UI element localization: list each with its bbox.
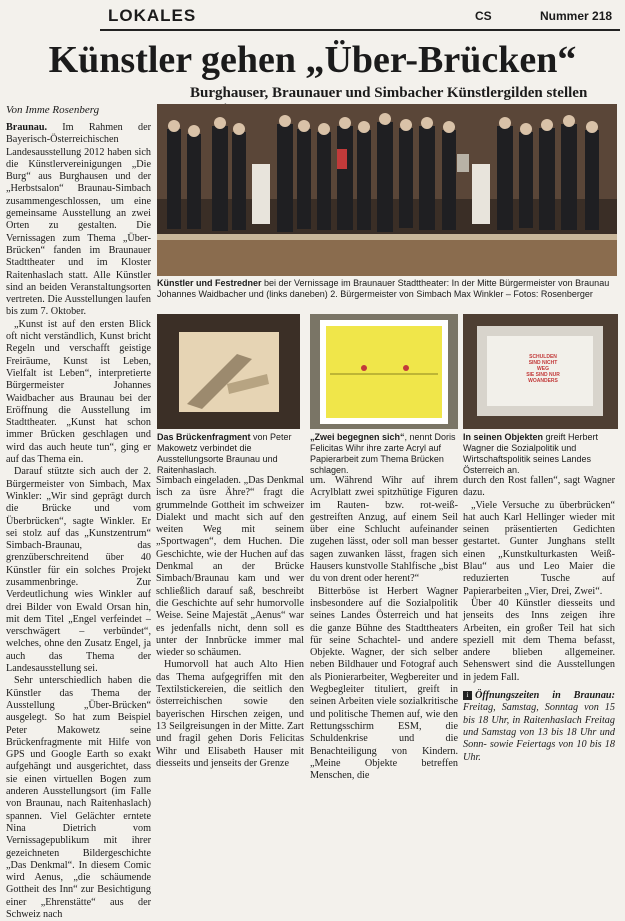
opening-hours-title: Öffnungszeiten in Braunau: [475, 690, 615, 702]
article-paragraph: um. Während Wihr auf ihrem Acrylblatt zwei spitzhütige Figuren im Rauten- bzw. rot-weiß-gestreiften Anzug, auf einem Seil über eine Schlucht aufeinander zugehen lässt, oder soll man besser sagen zuwanken lässt, fragen sich Hausers kunstvolle Stahlfische „bist du von drent oder herent?“ [310, 475, 458, 585]
opening-hours-text: Freitag, Samstag, Sonntag von 15 bis 18 Uhr, in Raitenhaslach Freitag und Samstag von 13 bis 18 Uhr und Sonn- sowie Feiertags von 10 bis 18 Uhr. [463, 702, 615, 763]
stage-photo-illustration [157, 104, 617, 276]
bridge-fragment-caption: Das Brückenfragment von Peter Makowetz verbindet die Ausstellungsorte Braunau und Raitenhaslach. [157, 432, 292, 475]
article-column-1 [6, 122, 151, 920]
subheadline: Burghauser, Braunauer und Simbacher Künstlergilden stellen [190, 85, 588, 101]
opening-hours-box [463, 690, 615, 764]
edition-code: CS [475, 9, 492, 23]
header-rule [100, 29, 620, 31]
article-paragraph: „Viele Versuche zu überbrücken“ hat auch Karl Hellinger wieder mit seinen präsentierten Gedichten gestartet. Gunter Junghans stellt einen „Kunstkulturkasten Weiß-Blau“ aus und Leo Maier die reduzierten Tusche auf Papierarbeiten „Vier, Drei, Zwei“. [463, 499, 615, 597]
headline: Künstler gehen „Über-Brücken“ [48, 39, 577, 81]
object-artwork-photo [463, 314, 618, 429]
article-paragraph: Simbach eingeladen. „Das Denkmal isch za üsre Ähre?“ fragt die grummelnde Gottheit im schweizer Dialekt und macht sich auf den weiten Weg mit seinem „Sportwagen“, dem Huchen. Die Geschichte, wie der Huchen auf das Denkmal an der Brücke Simbach/Braunau kam und wer schließlich darauf saß, beschreibt die Geschichte auf sehr humorvolle Weise. Seine Majestät „Aenus“ war es jedenfalls nicht, denn soll es unter der Innbrücke immer mal wieder so schäumen. [156, 475, 304, 659]
object-sign-text: SCHULDEN SIND NICHT WEG SIE SIND NUR WOANDERS [526, 354, 560, 384]
acrylic-artwork-photo [310, 314, 458, 429]
bridge-fragment-photo [157, 314, 300, 429]
article-paragraph: Über 40 Künstler diesseits und jenseits des Inns zeigen ihre Arbeiten, ein großer Teil hat sich speziell mit dem Thema befasst, andere blieben allgemeiner. Sehenswert sind die Ausstellungen in jedem Fall. [463, 597, 615, 683]
article-column-2 [156, 475, 304, 769]
section-title: LOKALES [108, 6, 197, 25]
article-column-3 [310, 475, 458, 782]
issue-number: Nummer 218 [540, 9, 613, 23]
main-photo [157, 104, 617, 276]
main-photo-caption: Künstler und Festredner bei der Vernissage im Braunauer Stadttheater: In der Mitte Bürgermeister von Braunau Johannes Waidbacher und (links daneben) 2. Bürgermeister von Simbach Max Winkler – Fotos: Rosenberger [157, 278, 610, 299]
article-paragraph: „Kunst ist auf den ersten Blick oft nicht verständlich, Kunst bricht Regeln und verschafft geistige Freiräume, Kunst ist Leben, Vielfalt ist Leben“, interpretierte Bürgermeister Johannes Waidbacher aus Braunau bei der Eröffnung die Ausstellung im Stadttheater. „Kunst hat schon immer Brücken geschlagen und wird das auch heute tun“, ging er auf das Thema ein. [6, 318, 151, 466]
author-byline: Von Imme Rosenberg [6, 104, 100, 116]
acrylic-artwork-caption: „Zwei begegnen sich“, nennt Doris Felicitas Wihr ihre zarte Acryl auf Papierarbeit zum Thema Brücken schlagen. [310, 432, 456, 475]
article-paragraph: Bitterböse ist Herbert Wagner insbesondere auf die Sozialpolitik seines Landes Österreich und hat die ganze Bühne des Stadttheaters für seine Schachtel- und andere Objekte. Wagner, der sich selber neben Bildhauer und Fotograf auch als Pionierarbeiter, Wegbereiter und Wegbegleiter tituliert, greift in seinen Arbeiten viele sozialkritische und politische Themen auf, wie den Rettungsschirm ESM, die Schuldenkrise und die Benachteiligung von Kindern. „Meine Objekte betreffen Menschen, die [310, 585, 458, 782]
article-paragraph: Sehr unterschiedlich haben die Künstler das Thema der Ausstellung „Über-Brücken“ ausgelegt. So hat zum Beispiel Peter Makowetz seine Brückenfragmente mit Hilfe von GPS und Google Earth so exakt aufgehängt und ausgerichtet, dass sie einen virtuellen Bogen zum anderen Ausstellungsort (im Falle von Braunau, nach Raitenhaslach) spannen. Viel Gelächter erntete Nina Dietrich vom Vernissagepublikum mit ihrer gezeichneten Bildergeschichte „Das Denkmal“. In diesem Comic wird Aenus, „die schäumende Gottheit des Inn“ zur Besichtigung einer „Ehrenstätte“ aus der Schweiz nach [6, 675, 151, 920]
acrylic-artwork-illustration [310, 314, 458, 429]
article-paragraph: Darauf stützte sich auch der 2. Bürgermeister von Simbach, Max Winkler: „Wir sind geprägt durch die Brücke und vom Überbrücken“, sagte Winkler. Er sei stolz auf das „Kunstzentrum“ Simbach-Braunau, das grenzüberschreitend über 40 Künstler für ein solches Projekt zusammenbringe. Zur Verdeutlichung wies Winkler auf drei Bilder von Ewald Orsan hin, mit dem Titel „Engel verfeindet – verschwägert – verbündet“, welches, ohne den Zusatz Engel, ja auch das Thema der Landesausstellung sei. [6, 466, 151, 675]
article-paragraph: Humorvoll hat auch Alto Hien das Thema aufgegriffen mit den Textilstickereien, die seitlich den österreichischen sowie den bayerischen Hirschen zeigen, und 13 Seilgreisungen in der Mitte. Zart und fragil gehen Doris Felicitas Wihr und Elisabeth Hauser mit diesseits und jenseits der Grenze [156, 659, 304, 769]
info-square-icon: i [463, 691, 472, 700]
article-paragraph: durch den Rost fallen“, sagt Wagner dazu. [463, 475, 615, 499]
object-artwork-caption: In seinen Objekten greift Herbert Wagner die Sozialpolitik und Wirtschaftspolitik seines Landes Österreich an. [463, 432, 599, 475]
article-paragraph: Braunau. Im Rahmen der Bayerisch-Österreichischen Landesausstellung 2012 haben sich die Künstlervereinigungen „Die Burg“ aus Burghausen und der „Herbstsalon“ Braunau-Simbach zusammengeschlossen, um eine gemeinsame Ausstellung an zwei Orten zu gestalten. Die Vernissagen zum Thema „Über-Brücken“ fanden im Braunauer Stadttheater und im Kloster Raitenhaslach statt. Alle Künstler sind an beiden Veranstaltungsorten vertreten. Die Ausstellungen laufen bis zum 7. Oktober. [6, 122, 151, 318]
bridge-fragment-illustration [157, 314, 300, 429]
article-column-4 [463, 475, 615, 763]
dateline: Braunau. [6, 122, 48, 133]
